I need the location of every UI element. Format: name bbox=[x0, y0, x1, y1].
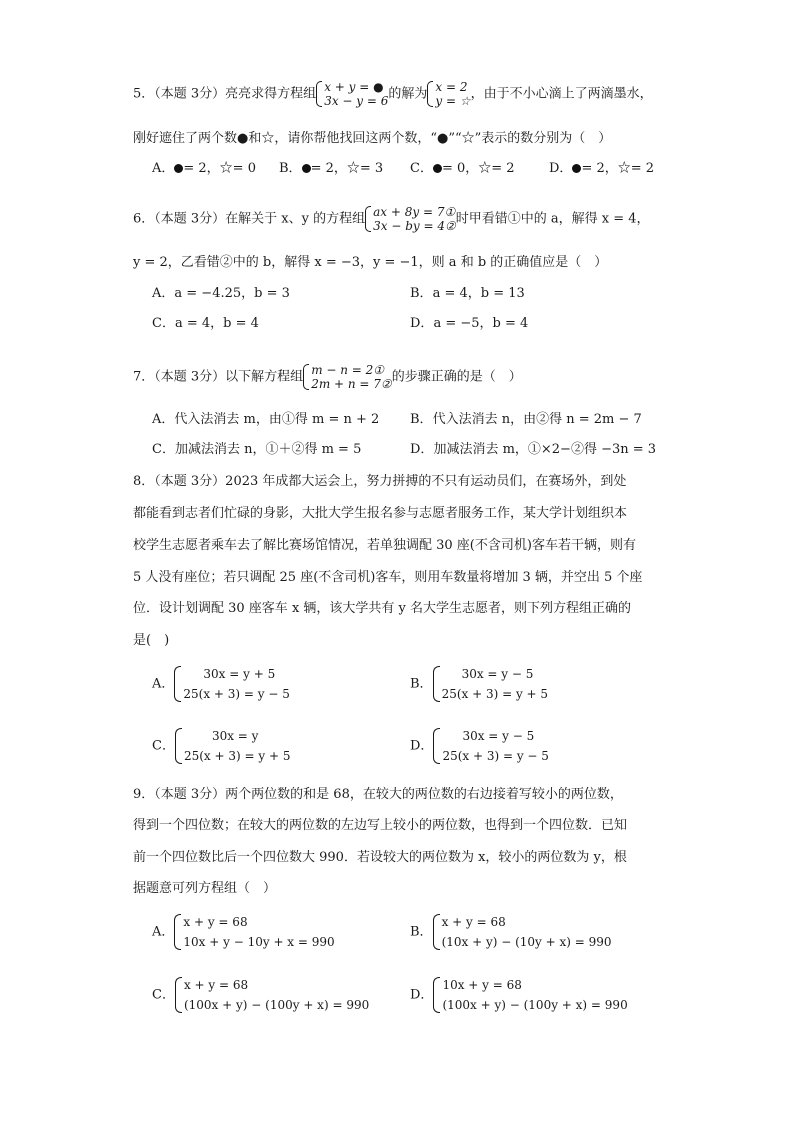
q5-solution: x = 2 y = ☆ bbox=[427, 80, 470, 108]
q6-stem-line2: y = 2，乙看错②中的 b，解得 x = −3，y = −1，则 a 和 b 的正确值应是（ ） bbox=[133, 255, 608, 270]
q8-option-c[interactable]: C． 30x = y 25(x + 3) = y + 5 bbox=[152, 726, 290, 766]
q8-option-d[interactable]: D． 30x = y − 5 25(x + 3) = y − 5 bbox=[410, 726, 549, 766]
ink-dot-icon bbox=[433, 164, 442, 173]
q8-line-2: 都能看到志者们忙碌的身影，大批大学生报名参与志愿者服务工作，某大学计划组织本 bbox=[133, 506, 628, 521]
q5-stem: 5．（本题 3分）亮亮求得方程组 x + y = ● 3x − y = 6 的解为 x = 2 y = ☆ ，由于不小心滴上了两滴墨水， bbox=[133, 80, 653, 108]
q5-system: x + y = ● 3x − y = 6 bbox=[316, 80, 388, 108]
q9-option-b[interactable]: B． x + y = 68 (10x + y) − (10y + x) = 990 bbox=[410, 912, 612, 952]
q8-line-5: 位．设计划调配 30 座客车 x 辆，该大学共有 y 名大学生志愿者，则下列方程组正确的 bbox=[133, 601, 632, 616]
q9-line-1: 9．（本题 3分）两个两位数的和是 68，在较大的两位数的右边接着写较小的两位数， bbox=[133, 787, 623, 802]
q5-option-a[interactable]: A． = 2，☆= 0 bbox=[152, 161, 256, 176]
q9-option-a[interactable]: A． x + y = 68 10x + y − 10y + x = 990 bbox=[152, 912, 335, 952]
q5-option-c[interactable]: C． = 0，☆= 2 bbox=[410, 161, 515, 176]
ink-dot-icon bbox=[302, 164, 311, 173]
q6-option-a[interactable]: A．a = −4.25，b = 3 bbox=[152, 286, 290, 301]
q9-line-4: 据题意可列方程组（ ） bbox=[133, 881, 277, 896]
q8-line-4: 5 人没有座位；若只调配 25 座(不含司机)客车，则用车数量将增加 3 辆，并空出 5 个座 bbox=[133, 570, 643, 585]
q6-option-b[interactable]: B．a = 4，b = 13 bbox=[410, 286, 525, 301]
q6-option-d[interactable]: D．a = −5，b = 4 bbox=[410, 316, 529, 331]
q6-stem: 6．（本题 3分）在解关于 x、y 的方程组 ax + 8y = 7① 3x − by = 4② 时甲看错①中的 a，解得 x = 4， bbox=[133, 205, 650, 233]
q7-option-b[interactable]: B．代入法消去 n，由②得 n = 2m − 7 bbox=[410, 412, 642, 427]
q5-option-b[interactable]: B． = 2，☆= 3 bbox=[279, 161, 384, 176]
q8-line-6: 是( ) bbox=[133, 633, 170, 648]
q9-option-c[interactable]: C． x + y = 68 (100x + y) − (100y + x) = 990 bbox=[152, 975, 369, 1015]
q7-option-d[interactable]: D．加减法消去 m，①×2−②得 −3n = 3 bbox=[410, 442, 657, 457]
q9-line-3: 前一个四位数比后一个四位数大 990．若设较大的两位数为 x，较小的两位数为 y，根 bbox=[133, 850, 627, 865]
q9-option-d[interactable]: D． 10x + y = 68 (100x + y) − (100y + x) = 990 bbox=[410, 975, 628, 1015]
q8-line-3: 校学生志愿者乘车去了解比赛场馆情况，若单独调配 30 座(不含司机)客车若干辆，则有 bbox=[133, 538, 636, 553]
q7-stem: 7．（本题 3分）以下解方程组 m − n = 2① 2m + n = 7② 的步骤正确的是（ ） bbox=[133, 363, 522, 391]
q7-option-c[interactable]: C．加减法消去 n，①＋②得 m = 5 bbox=[152, 442, 362, 457]
q8-line-1: 8．（本题 3分）2023 年成都大运会上，努力拼搏的不只有运动员们，在赛场外，到处 bbox=[133, 474, 627, 489]
q7-system: m − n = 2① 2m + n = 7② bbox=[303, 363, 392, 391]
q7-option-a[interactable]: A．代入法消去 m，由①得 m = n + 2 bbox=[152, 412, 380, 427]
q9-line-2: 得到一个四位数；在较大的两位数的左边写上较小的两位数，也得到一个四位数．已知 bbox=[133, 818, 628, 833]
q6-option-c[interactable]: C．a = 4，b = 4 bbox=[152, 316, 259, 331]
q5-option-d[interactable]: D． = 2，☆= 2 bbox=[549, 161, 655, 176]
q8-option-a[interactable]: A． 30x = y + 5 25(x + 3) = y − 5 bbox=[152, 664, 290, 704]
q6-system: ax + 8y = 7① 3x − by = 4② bbox=[365, 205, 456, 233]
q5-stem-line2: 刚好遮住了两个数●和☆，请你帮他找回这两个数，“●”“☆”表示的数分别为（ ） bbox=[133, 131, 612, 146]
q8-option-b[interactable]: B． 30x = y − 5 25(x + 3) = y + 5 bbox=[410, 664, 548, 704]
